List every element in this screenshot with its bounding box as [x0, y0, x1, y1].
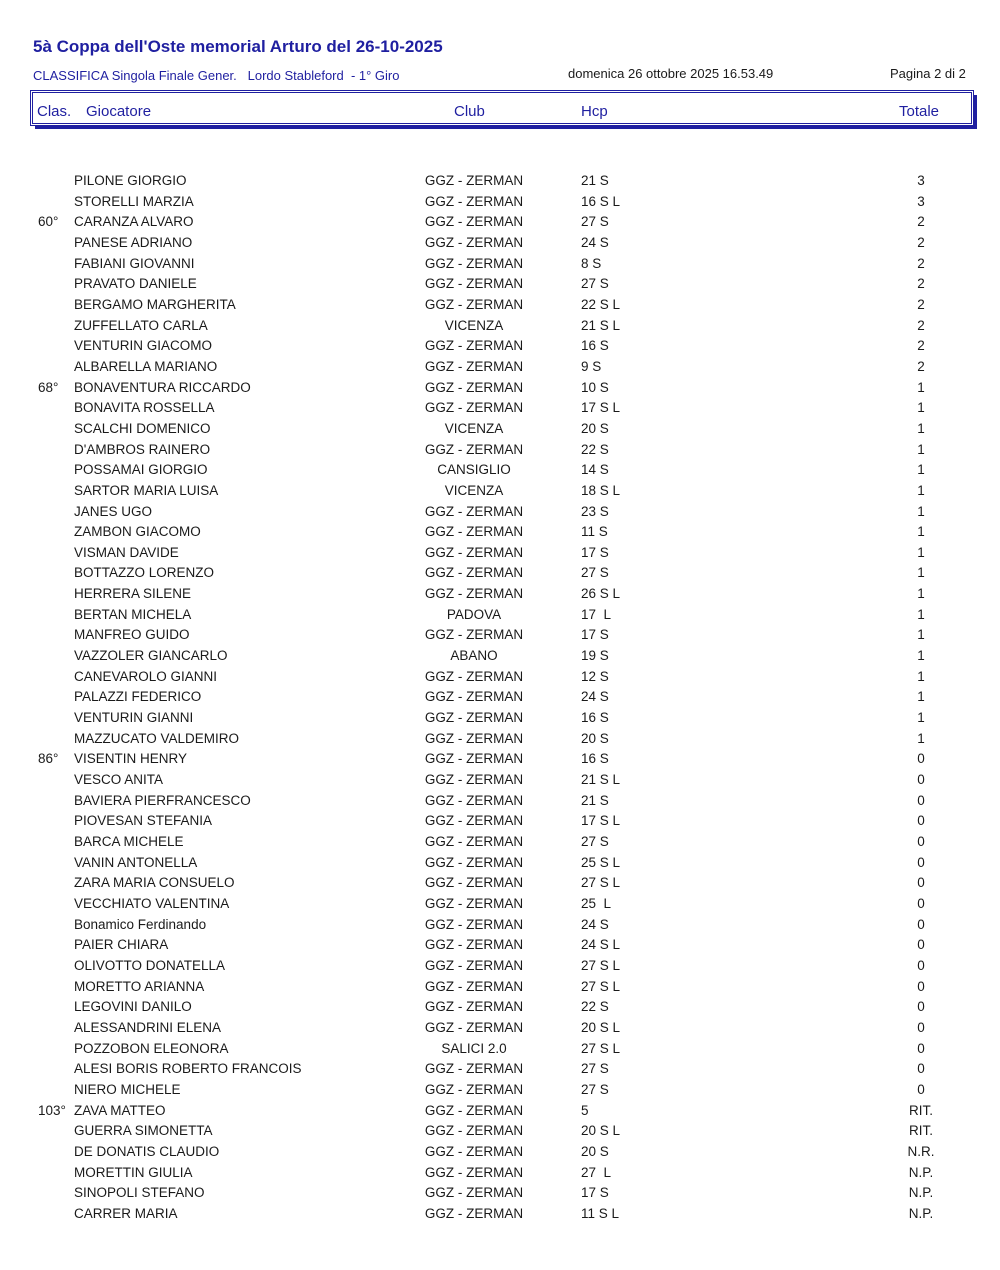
handicap-cell: 19 S — [581, 648, 609, 664]
club-cell: GGZ - ZERMAN — [424, 875, 524, 891]
table-row — [0, 1142, 1000, 1163]
total-cell: 1 — [917, 544, 925, 560]
print-datetime: domenica 26 ottobre 2025 16.53.49 — [568, 66, 774, 81]
rank-cell: 86° — [38, 751, 59, 767]
total-cell: 1 — [917, 606, 925, 622]
handicap-cell: 12 S — [581, 668, 609, 684]
total-cell: 1 — [917, 441, 925, 457]
club-cell: GGZ - ZERMAN — [424, 1019, 524, 1035]
player-name-cell: BERGAMO MARGHERITA — [74, 296, 236, 312]
table-row — [0, 667, 1000, 688]
table-row — [0, 212, 1000, 233]
table-row — [0, 915, 1000, 936]
player-name-cell: JANES UGO — [74, 503, 153, 519]
total-cell: N.P. — [908, 1185, 934, 1201]
table-row — [0, 1163, 1000, 1184]
handicap-cell: 27 S — [581, 214, 609, 230]
club-cell: GGZ - ZERMAN — [424, 999, 524, 1015]
table-row — [0, 502, 1000, 523]
player-name-cell: SINOPOLI STEFANO — [74, 1185, 205, 1201]
table-row — [0, 419, 1000, 440]
table-row — [0, 708, 1000, 729]
table-row — [0, 770, 1000, 791]
total-cell: N.R. — [907, 1143, 935, 1159]
player-name-cell: VISENTIN HENRY — [74, 751, 188, 767]
club-cell: GGZ - ZERMAN — [424, 916, 524, 932]
player-name-cell: PANESE ADRIANO — [74, 234, 193, 250]
total-cell: 1 — [917, 462, 925, 478]
player-name-cell: MAZZUCATO VALDEMIRO — [74, 730, 240, 746]
table-row — [0, 997, 1000, 1018]
handicap-cell: 5 — [581, 1102, 589, 1118]
club-cell: GGZ - ZERMAN — [424, 338, 524, 354]
total-cell: N.P. — [908, 1164, 934, 1180]
player-name-cell: SARTOR MARIA LUISA — [74, 482, 219, 498]
handicap-cell: 17 S L — [581, 813, 621, 829]
total-cell: 2 — [917, 317, 925, 333]
player-name-cell: PRAVATO DANIELE — [74, 276, 197, 292]
total-cell: 1 — [917, 689, 925, 705]
table-row — [0, 646, 1000, 667]
table-row — [0, 832, 1000, 853]
table-row — [0, 398, 1000, 419]
table-row — [0, 171, 1000, 192]
table-row — [0, 460, 1000, 481]
club-cell: GGZ - ZERMAN — [424, 834, 524, 849]
player-name-cell: ZARA MARIA CONSUELO — [74, 875, 235, 891]
club-cell: GGZ - ZERMAN — [424, 772, 524, 788]
player-name-cell: D'AMBROS RAINERO — [74, 441, 211, 457]
handicap-cell: 20 S — [581, 420, 609, 436]
handicap-cell: 27 S — [581, 834, 609, 849]
total-cell: 2 — [917, 276, 925, 292]
handicap-cell: 26 S L — [581, 586, 621, 602]
club-cell: GGZ - ZERMAN — [424, 173, 524, 188]
table-row — [0, 316, 1000, 337]
club-cell: GGZ - ZERMAN — [424, 813, 524, 829]
table-row — [0, 563, 1000, 584]
total-cell: 0 — [917, 916, 925, 932]
total-cell: 0 — [917, 1040, 925, 1056]
player-name-cell: ALBARELLA MARIANO — [74, 358, 218, 374]
total-cell: 1 — [917, 565, 925, 581]
handicap-cell: 17 S — [581, 544, 609, 560]
handicap-cell: 17 L — [581, 606, 612, 622]
total-cell: 0 — [917, 1019, 925, 1035]
column-header-club: Club — [454, 103, 485, 120]
table-row — [0, 357, 1000, 378]
player-name-cell: CARANZA ALVARO — [74, 214, 194, 230]
total-cell: 1 — [917, 627, 925, 643]
table-row — [0, 977, 1000, 998]
total-cell: 0 — [917, 772, 925, 788]
total-cell: 2 — [917, 338, 925, 354]
handicap-cell: 20 S — [581, 730, 609, 746]
handicap-cell: 20 S — [581, 1143, 609, 1159]
handicap-cell: 27 S — [581, 1061, 609, 1077]
handicap-cell: 16 S — [581, 751, 609, 767]
club-cell: PADOVA — [446, 606, 502, 622]
total-cell: 0 — [917, 834, 925, 849]
club-cell: GGZ - ZERMAN — [424, 1185, 524, 1201]
column-header-box — [30, 90, 974, 126]
table-row — [0, 1204, 1000, 1225]
player-name-cell: HERRERA SILENE — [74, 586, 192, 602]
table-row — [0, 625, 1000, 646]
table-row — [0, 295, 1000, 316]
club-cell: GGZ - ZERMAN — [424, 792, 524, 808]
handicap-cell: 10 S — [581, 379, 609, 395]
player-name-cell: BONAVENTURA RICCARDO — [74, 379, 251, 395]
player-name-cell: GUERRA SIMONETTA — [74, 1123, 213, 1139]
club-cell: GGZ - ZERMAN — [424, 978, 524, 994]
total-cell: 0 — [917, 895, 925, 911]
table-row — [0, 1059, 1000, 1080]
total-cell: 0 — [917, 937, 925, 953]
table-row — [0, 481, 1000, 502]
handicap-cell: 21 S L — [581, 317, 621, 333]
handicap-cell: 24 S — [581, 689, 609, 705]
total-cell: 0 — [917, 813, 925, 829]
handicap-cell: 27 S L — [581, 875, 621, 891]
club-cell: GGZ - ZERMAN — [424, 358, 524, 374]
total-cell: RIT. — [908, 1123, 934, 1139]
table-row — [0, 687, 1000, 708]
handicap-cell: 8 S — [581, 255, 602, 271]
total-cell: 0 — [917, 999, 925, 1015]
player-name-cell: BARCA MICHELE — [74, 834, 184, 849]
club-cell: GGZ - ZERMAN — [424, 296, 524, 312]
column-header-player: Giocatore — [86, 103, 152, 120]
table-row — [0, 1101, 1000, 1122]
player-name-cell: BAVIERA PIERFRANCESCO — [74, 792, 251, 808]
club-cell: GGZ - ZERMAN — [424, 937, 524, 953]
total-cell: 2 — [917, 234, 925, 250]
handicap-cell: 21 S — [581, 173, 609, 188]
total-cell: N.P. — [908, 1205, 934, 1221]
player-name-cell: VAZZOLER GIANCARLO — [74, 648, 228, 664]
club-cell: GGZ - ZERMAN — [424, 524, 524, 540]
club-cell: GGZ - ZERMAN — [424, 379, 524, 395]
club-cell: GGZ - ZERMAN — [424, 1143, 524, 1159]
total-cell: 1 — [917, 730, 925, 746]
total-cell: 0 — [917, 1081, 925, 1097]
total-cell: 2 — [917, 214, 925, 230]
club-cell: GGZ - ZERMAN — [424, 1102, 524, 1118]
total-cell: 0 — [917, 1061, 925, 1077]
total-cell: 1 — [917, 503, 925, 519]
ranking-table — [0, 171, 1000, 1224]
document-title: 5à Coppa dell'Oste memorial Arturo del 26-10-2025 — [33, 37, 443, 56]
handicap-cell: 17 S L — [581, 400, 621, 416]
club-cell: GGZ - ZERMAN — [424, 276, 524, 292]
handicap-cell: 27 S — [581, 565, 609, 581]
table-row — [0, 1080, 1000, 1101]
total-cell: 0 — [917, 854, 925, 870]
club-cell: GGZ - ZERMAN — [424, 854, 524, 870]
player-name-cell: BERTAN MICHELA — [74, 606, 192, 622]
table-row — [0, 274, 1000, 295]
total-cell: 2 — [917, 296, 925, 312]
total-cell: RIT. — [908, 1102, 934, 1118]
total-cell: 1 — [917, 420, 925, 436]
club-cell: GGZ - ZERMAN — [424, 895, 524, 911]
handicap-cell: 14 S — [581, 462, 609, 478]
total-cell: 3 — [917, 173, 925, 188]
total-cell: 1 — [917, 379, 925, 395]
document-subtitle: CLASSIFICA Singola Finale Gener. Lordo Stableford - 1° Giro — [33, 68, 400, 83]
total-cell: 0 — [917, 751, 925, 767]
handicap-cell: 11 S L — [581, 1205, 620, 1221]
club-cell: GGZ - ZERMAN — [424, 214, 524, 230]
club-cell: GGZ - ZERMAN — [424, 668, 524, 684]
player-name-cell: VENTURIN GIANNI — [74, 710, 194, 726]
table-row — [0, 1039, 1000, 1060]
handicap-cell: 27 L — [581, 1164, 612, 1180]
total-cell: 0 — [917, 875, 925, 891]
handicap-cell: 27 S — [581, 1081, 609, 1097]
player-name-cell: SCALCHI DOMENICO — [74, 420, 211, 436]
club-cell: GGZ - ZERMAN — [424, 751, 524, 767]
player-name-cell: DE DONATIS CLAUDIO — [74, 1143, 220, 1159]
table-row — [0, 254, 1000, 275]
table-row — [0, 935, 1000, 956]
club-cell: GGZ - ZERMAN — [424, 1123, 524, 1139]
handicap-cell: 27 S L — [581, 957, 621, 973]
handicap-cell: 24 S L — [581, 937, 621, 953]
handicap-cell: 9 S — [581, 358, 602, 374]
total-cell: 1 — [917, 482, 925, 498]
club-cell: GGZ - ZERMAN — [424, 503, 524, 519]
table-row — [0, 729, 1000, 750]
club-cell: GGZ - ZERMAN — [424, 1164, 524, 1180]
club-cell: GGZ - ZERMAN — [424, 193, 524, 209]
club-cell: GGZ - ZERMAN — [424, 710, 524, 726]
club-cell: ABANO — [450, 648, 498, 664]
player-name-cell: VECCHIATO VALENTINA — [74, 895, 230, 911]
handicap-cell: 21 S L — [581, 772, 621, 788]
rank-cell: 60° — [38, 214, 59, 230]
page-number: Pagina 2 di 2 — [890, 66, 966, 81]
handicap-cell: 11 S — [581, 524, 608, 540]
player-name-cell: ZAMBON GIACOMO — [74, 524, 201, 540]
player-name-cell: MORETTIN GIULIA — [74, 1164, 193, 1180]
club-cell: GGZ - ZERMAN — [424, 544, 524, 560]
player-name-cell: ZUFFELLATO CARLA — [74, 317, 208, 333]
table-row — [0, 853, 1000, 874]
player-name-cell: BOTTAZZO LORENZO — [74, 565, 215, 581]
player-name-cell: PILONE GIORGIO — [74, 173, 187, 188]
club-cell: GGZ - ZERMAN — [424, 957, 524, 973]
total-cell: 3 — [917, 193, 925, 209]
table-row — [0, 543, 1000, 564]
handicap-cell: 22 S — [581, 999, 609, 1015]
handicap-cell: 24 S — [581, 916, 609, 932]
table-row — [0, 791, 1000, 812]
handicap-cell: 22 S — [581, 441, 609, 457]
table-row — [0, 1018, 1000, 1039]
player-name-cell: Bonamico Ferdinando — [74, 916, 207, 932]
table-row — [0, 440, 1000, 461]
table-row — [0, 873, 1000, 894]
player-name-cell: ALESSANDRINI ELENA — [74, 1019, 222, 1035]
table-row — [0, 336, 1000, 357]
player-name-cell: LEGOVINI DANILO — [74, 999, 192, 1015]
table-row — [0, 956, 1000, 977]
club-cell: SALICI 2.0 — [441, 1040, 507, 1056]
player-name-cell: CARRER MARIA — [74, 1205, 178, 1221]
total-cell: 1 — [917, 524, 925, 540]
club-cell: GGZ - ZERMAN — [424, 255, 524, 271]
club-cell: GGZ - ZERMAN — [424, 1081, 524, 1097]
total-cell: 0 — [917, 792, 925, 808]
club-cell: GGZ - ZERMAN — [424, 234, 524, 250]
rank-cell: 68° — [38, 379, 59, 395]
club-cell: CANSIGLIO — [437, 462, 511, 478]
player-name-cell: VESCO ANITA — [74, 772, 164, 788]
handicap-cell: 18 S L — [581, 482, 621, 498]
total-cell: 0 — [917, 978, 925, 994]
handicap-cell: 25 L — [581, 895, 612, 911]
club-cell: GGZ - ZERMAN — [424, 689, 524, 705]
player-name-cell: PIOVESAN STEFANIA — [74, 813, 213, 829]
total-cell: 1 — [917, 668, 925, 684]
total-cell: 1 — [917, 648, 925, 664]
handicap-cell: 27 S L — [581, 1040, 621, 1056]
club-cell: GGZ - ZERMAN — [424, 400, 524, 416]
club-cell: VICENZA — [444, 317, 504, 333]
handicap-cell: 25 S L — [581, 854, 621, 870]
player-name-cell: ALESI BORIS ROBERTO FRANCOIS — [74, 1061, 302, 1077]
total-cell: 2 — [917, 255, 925, 271]
handicap-cell: 16 S — [581, 710, 609, 726]
player-name-cell: BONAVITA ROSSELLA — [74, 400, 215, 416]
player-name-cell: PALAZZI FEDERICO — [74, 689, 202, 705]
player-name-cell: VANIN ANTONELLA — [74, 854, 198, 870]
player-name-cell: STORELLI MARZIA — [74, 193, 194, 209]
player-name-cell: VISMAN DAVIDE — [74, 544, 179, 560]
table-row — [0, 192, 1000, 213]
column-header-hcp: Hcp — [581, 103, 608, 120]
handicap-cell: 27 S — [581, 276, 609, 292]
club-cell: GGZ - ZERMAN — [424, 441, 524, 457]
handicap-cell: 16 S — [581, 338, 609, 354]
club-cell: GGZ - ZERMAN — [424, 1061, 524, 1077]
table-row — [0, 584, 1000, 605]
handicap-cell: 23 S — [581, 503, 609, 519]
club-cell: VICENZA — [444, 482, 504, 498]
player-name-cell: POSSAMAI GIORGIO — [74, 462, 208, 478]
total-cell: 1 — [917, 400, 925, 416]
player-name-cell: CANEVAROLO GIANNI — [74, 668, 218, 684]
table-row — [0, 749, 1000, 770]
column-header-total: Totale — [899, 103, 940, 120]
player-name-cell: POZZOBON ELEONORA — [74, 1040, 229, 1056]
table-row — [0, 811, 1000, 832]
table-row — [0, 522, 1000, 543]
column-header-clas: Clas. — [37, 103, 72, 120]
club-cell: GGZ - ZERMAN — [424, 627, 524, 643]
total-cell: 0 — [917, 957, 925, 973]
player-name-cell: MANFREO GUIDO — [74, 627, 190, 643]
player-name-cell: PAIER CHIARA — [74, 937, 169, 953]
player-name-cell: ZAVA MATTEO — [74, 1102, 166, 1118]
table-row — [0, 1121, 1000, 1142]
club-cell: VICENZA — [444, 420, 504, 436]
handicap-cell: 17 S — [581, 627, 609, 643]
table-row — [0, 378, 1000, 399]
club-cell: GGZ - ZERMAN — [424, 730, 524, 746]
table-row — [0, 233, 1000, 254]
handicap-cell: 22 S L — [581, 296, 621, 312]
handicap-cell: 17 S — [581, 1185, 609, 1201]
total-cell: 1 — [917, 586, 925, 602]
player-name-cell: MORETTO ARIANNA — [74, 978, 205, 994]
player-name-cell: FABIANI GIOVANNI — [74, 255, 195, 271]
total-cell: 1 — [917, 710, 925, 726]
club-cell: GGZ - ZERMAN — [424, 1205, 524, 1221]
club-cell: GGZ - ZERMAN — [424, 565, 524, 581]
handicap-cell: 24 S — [581, 234, 609, 250]
table-row — [0, 1183, 1000, 1204]
player-name-cell: NIERO MICHELE — [74, 1081, 181, 1097]
rank-cell: 103° — [38, 1102, 66, 1118]
club-cell: GGZ - ZERMAN — [424, 586, 524, 602]
total-cell: 2 — [917, 358, 925, 374]
table-row — [0, 894, 1000, 915]
handicap-cell: 20 S L — [581, 1019, 621, 1035]
handicap-cell: 16 S L — [581, 193, 621, 209]
player-name-cell: OLIVOTTO DONATELLA — [74, 957, 226, 973]
handicap-cell: 27 S L — [581, 978, 621, 994]
table-row — [0, 605, 1000, 626]
handicap-cell: 21 S — [581, 792, 609, 808]
handicap-cell: 20 S L — [581, 1123, 621, 1139]
player-name-cell: VENTURIN GIACOMO — [74, 338, 213, 354]
